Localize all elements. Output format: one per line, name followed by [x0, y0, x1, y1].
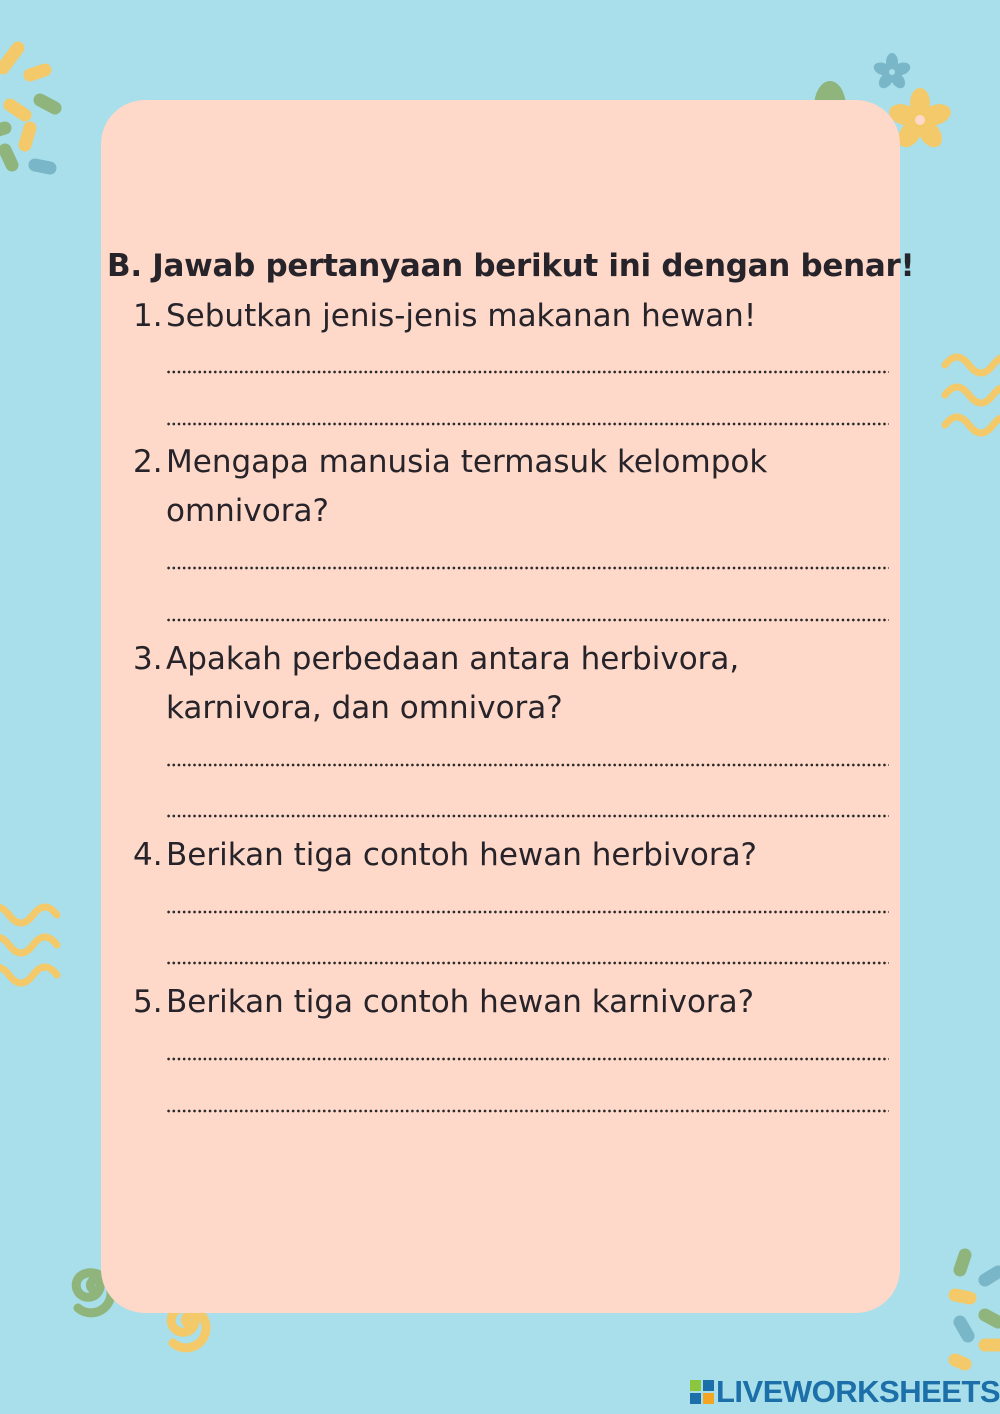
question-5-number: 5. — [133, 984, 163, 1020]
answer-line-2b[interactable] — [166, 618, 889, 622]
answer-line-5a[interactable] — [166, 1057, 889, 1061]
question-1-number: 1. — [133, 298, 163, 334]
question-2-number: 2. — [133, 444, 163, 480]
flower-small-blue — [872, 53, 912, 91]
question-4-number: 4. — [133, 837, 163, 873]
liveworksheets-brand[interactable] — [690, 1374, 1000, 1410]
liveworksheets-logo-text: LIVEWORKSHEETS — [716, 1374, 1000, 1409]
question-3-number: 3. — [133, 641, 163, 677]
squiggles-left — [0, 907, 57, 983]
answer-line-1b[interactable] — [166, 422, 889, 426]
question-4-text: Berikan tiga contoh hewan herbivora? — [166, 837, 758, 873]
squiggles-right — [945, 357, 1000, 433]
liveworksheets-logo-icon — [690, 1380, 714, 1404]
sprinkles-top-left — [0, 48, 55, 168]
answer-line-3a[interactable] — [166, 763, 889, 767]
answer-line-4b[interactable] — [166, 961, 889, 965]
sprinkles-bottom-right — [955, 1255, 998, 1364]
question-3-text-line-1: Apakah perbedaan antara herbivora, — [166, 641, 740, 677]
answer-line-4a[interactable] — [166, 910, 889, 914]
question-2-text-line-1: Mengapa manusia termasuk kelompok — [166, 444, 768, 480]
question-1-text: Sebutkan jenis-jenis makanan hewan! — [166, 298, 757, 334]
question-5-text: Berikan tiga contoh hewan karnivora? — [166, 984, 755, 1020]
answer-line-1a[interactable] — [166, 370, 889, 374]
worksheet-heading: B. Jawab pertanyaan berikut ini dengan benar! — [107, 248, 915, 284]
answer-line-3b[interactable] — [166, 814, 889, 818]
answer-line-2a[interactable] — [166, 566, 889, 570]
question-3-text-line-2: karnivora, dan omnivora? — [166, 690, 563, 726]
answer-line-5b[interactable] — [166, 1109, 889, 1113]
question-2-text-line-2: omnivora? — [166, 493, 329, 529]
